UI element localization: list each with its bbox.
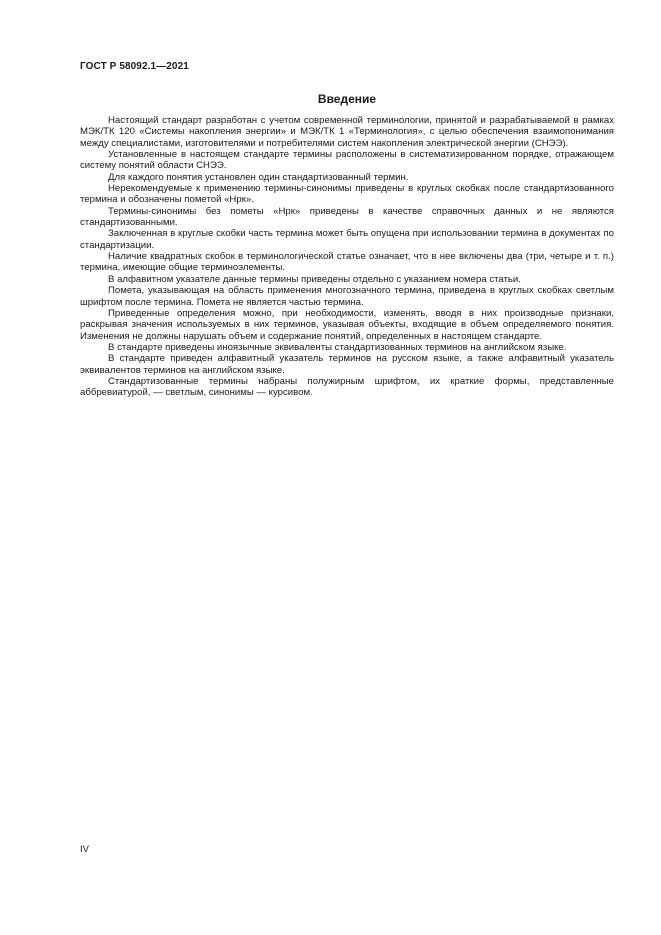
- paragraph: Стандартизованные термины набраны полужирным шрифтом, их краткие формы, представленные аббревиатурой, — светлым, синонимы — курсивом.: [80, 375, 614, 399]
- paragraph: Заключенная в круглые скобки часть термина может быть опущена при использовании термина в документах по стандартизации.: [80, 228, 614, 251]
- paragraph: Для каждого понятия установлен один стандартизованный термин.: [108, 171, 409, 183]
- paragraph: Установленные в настоящем стандарте термины расположены в систематизированном порядке, отражающем систему понятий области СНЭЭ.: [80, 149, 614, 172]
- paragraph: Настоящий стандарт разработан с учетом современной терминологии, принятой и разрабатываемой в рамках МЭК/ТК 120 «Системы накопления энергии» и МЭК/ТК 1 «Терминология», с целью обеспечения взаимопонимания между специалистами, изготовителями и потребителями систем накопления электрической энергии (СНЭЭ).: [80, 115, 614, 149]
- paragraph: Нерекомендуемые к применению термины-синонимы приведены в круглых скобках после стандартизованного термина и обозначены пометой «Нрк».: [80, 183, 614, 206]
- paragraph: В алфавитном указателе данные термины приведены отдельно с указанием номера статьи.: [108, 273, 521, 285]
- paragraph: Помета, указывающая на область применения многозначного термина, приведена в круглых скобках светлым шрифтом после термина. Помета не является частью термина.: [80, 285, 614, 308]
- paragraph: Приведенные определения можно, при необходимости, изменять, вводя в них производные признаки, раскрывая значения используемых в них терминов, указывая объекты, входящие в объем определяемого понятия. Изменения не должны нарушать объем и содержание понятий, определенных в настоящем стандарте.: [80, 307, 614, 342]
- section-title: Введение: [317, 92, 377, 106]
- paragraph: Термины-синонимы без пометы «Нрк» приведены в качестве справочных данных и не являются стандартизованными.: [80, 205, 614, 229]
- introduction-body: [80, 115, 614, 399]
- standard-id: ГОСТ Р 58092.1—2021: [80, 61, 189, 72]
- page-number: IV: [80, 844, 89, 855]
- paragraph: Наличие квадратных скобок в терминологической статье означает, что в нее включены два (три, четыре и т. п.) термина, имеющие общие терминоэлементы.: [80, 251, 614, 274]
- paragraph: В стандарте приведены иноязычные эквиваленты стандартизованных терминов на английском языке.: [108, 341, 567, 353]
- paragraph: В стандарте приведен алфавитный указатель терминов на русском языке, а также алфавитный указатель эквивалентов терминов на английском языке.: [80, 353, 614, 376]
